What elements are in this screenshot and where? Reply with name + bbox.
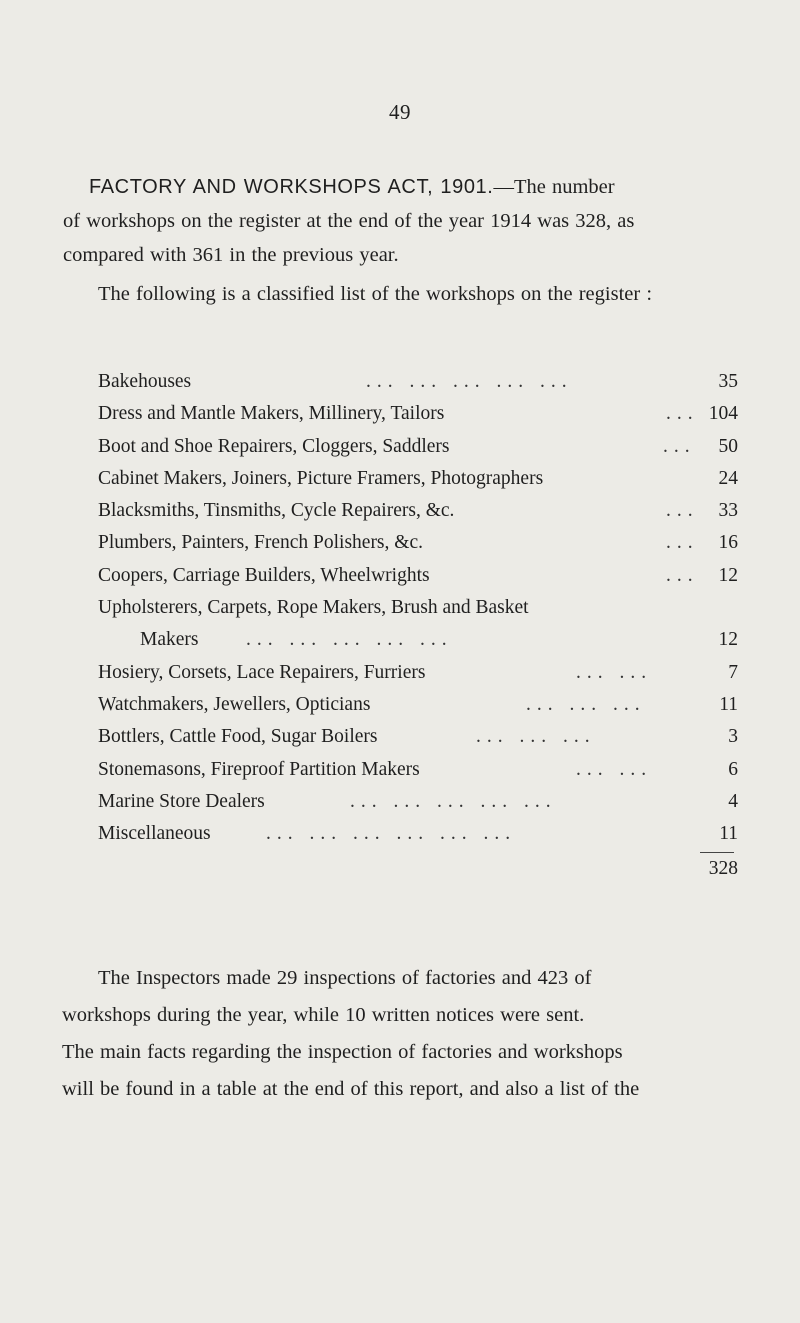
workshop-row [98, 624, 738, 656]
workshop-category: Makers [140, 629, 199, 651]
leader-dots: ... [666, 564, 699, 586]
workshop-row [98, 592, 738, 624]
workshop-category: Dress and Mantle Makers, Millinery, Tailors [98, 403, 445, 425]
workshop-count: 12 [718, 564, 738, 586]
workshop-count: 4 [728, 790, 738, 812]
workshop-category: Miscellaneous [98, 823, 211, 845]
workshop-row [98, 754, 738, 786]
workshop-count: 7 [728, 661, 738, 683]
leader-dots: ... [666, 500, 699, 522]
leader-dots: ... [666, 532, 699, 554]
list-intro: The following is a classified list of the workshops on the register : [98, 283, 653, 305]
total-rule [700, 852, 734, 853]
act-heading: FACTORY AND WORKSHOPS ACT, 1901. [89, 176, 494, 198]
opening-paragraph [63, 170, 753, 272]
workshop-category: Blacksmiths, Tinsmiths, Cycle Repairers, &c. [98, 500, 455, 522]
workshop-count: 12 [718, 629, 738, 651]
leader-dots: ... ... ... ... ... [366, 371, 573, 392]
workshop-category: Cabinet Makers, Joiners, Picture Framers, Photographers [98, 467, 544, 489]
workshop-category: Coopers, Carriage Builders, Wheelwrights [98, 564, 430, 586]
workshop-category: Upholsterers, Carpets, Rope Makers, Brush and Basket [98, 597, 529, 619]
inspections-line-3: The main facts regarding the inspection of factories and workshops [62, 1041, 623, 1063]
workshop-row [98, 366, 738, 398]
opening-line-1 [63, 170, 753, 204]
workshop-list [98, 366, 738, 850]
opening-line-1-rest: —The number [493, 176, 615, 198]
workshop-count: 35 [718, 371, 738, 392]
workshop-count: 33 [718, 500, 738, 522]
workshop-count: 50 [718, 435, 738, 457]
workshop-category: Marine Store Dealers [98, 790, 265, 812]
workshop-count: 11 [719, 823, 738, 845]
workshop-row [98, 495, 738, 527]
inspections-line-1: The Inspectors made 29 inspections of factories and 423 of [98, 967, 592, 989]
workshop-row [98, 527, 738, 559]
workshop-row [98, 463, 738, 495]
workshop-total: 328 [708, 858, 738, 879]
workshop-row [98, 431, 738, 463]
leader-dots: ... ... ... ... ... ... [266, 823, 517, 845]
workshop-row [98, 818, 738, 850]
leader-dots: ... ... [576, 758, 653, 780]
workshop-row [98, 786, 738, 818]
workshop-row [98, 398, 738, 430]
workshop-row [98, 689, 738, 721]
page-number: 49 [389, 100, 411, 124]
inspections-paragraph [62, 960, 762, 1108]
leader-dots: ... [663, 435, 696, 457]
workshop-category: Plumbers, Painters, French Polishers, &c. [98, 532, 423, 554]
workshop-count: 6 [728, 758, 738, 780]
inspections-line-4: will be found in a table at the end of this report, and also a list of the [62, 1078, 640, 1100]
workshop-count: 24 [718, 467, 738, 489]
workshop-row [98, 721, 738, 753]
workshop-category: Stonemasons, Fireproof Partition Makers [98, 758, 420, 780]
leader-dots: ... ... ... ... ... [246, 629, 453, 651]
leader-dots: ... ... ... [476, 726, 596, 748]
workshop-count: 16 [718, 532, 738, 554]
leader-dots: ... ... ... ... ... [350, 790, 557, 812]
workshop-category: Hosiery, Corsets, Lace Repairers, Furriers [98, 661, 426, 683]
workshop-category: Watchmakers, Jewellers, Opticians [98, 693, 371, 715]
workshop-category: Boot and Shoe Repairers, Cloggers, Saddlers [98, 435, 450, 457]
leader-dots: ... [666, 403, 699, 425]
opening-line-3: compared with 361 in the previous year. [63, 244, 399, 266]
leader-dots: ... ... ... [526, 693, 646, 715]
workshop-count: 11 [719, 693, 738, 715]
opening-line-2: of workshops on the register at the end of the year 1914 was 328, as [63, 210, 635, 232]
workshop-row [98, 657, 738, 689]
inspections-line-2: workshops during the year, while 10 written notices were sent. [62, 1004, 585, 1026]
workshop-count: 104 [708, 403, 738, 425]
workshop-row [98, 560, 738, 592]
workshop-category: Bottlers, Cattle Food, Sugar Boilers [98, 726, 378, 748]
workshop-count: 3 [728, 726, 738, 748]
leader-dots: ... ... [576, 661, 653, 683]
workshop-category: Bakehouses [98, 371, 192, 392]
